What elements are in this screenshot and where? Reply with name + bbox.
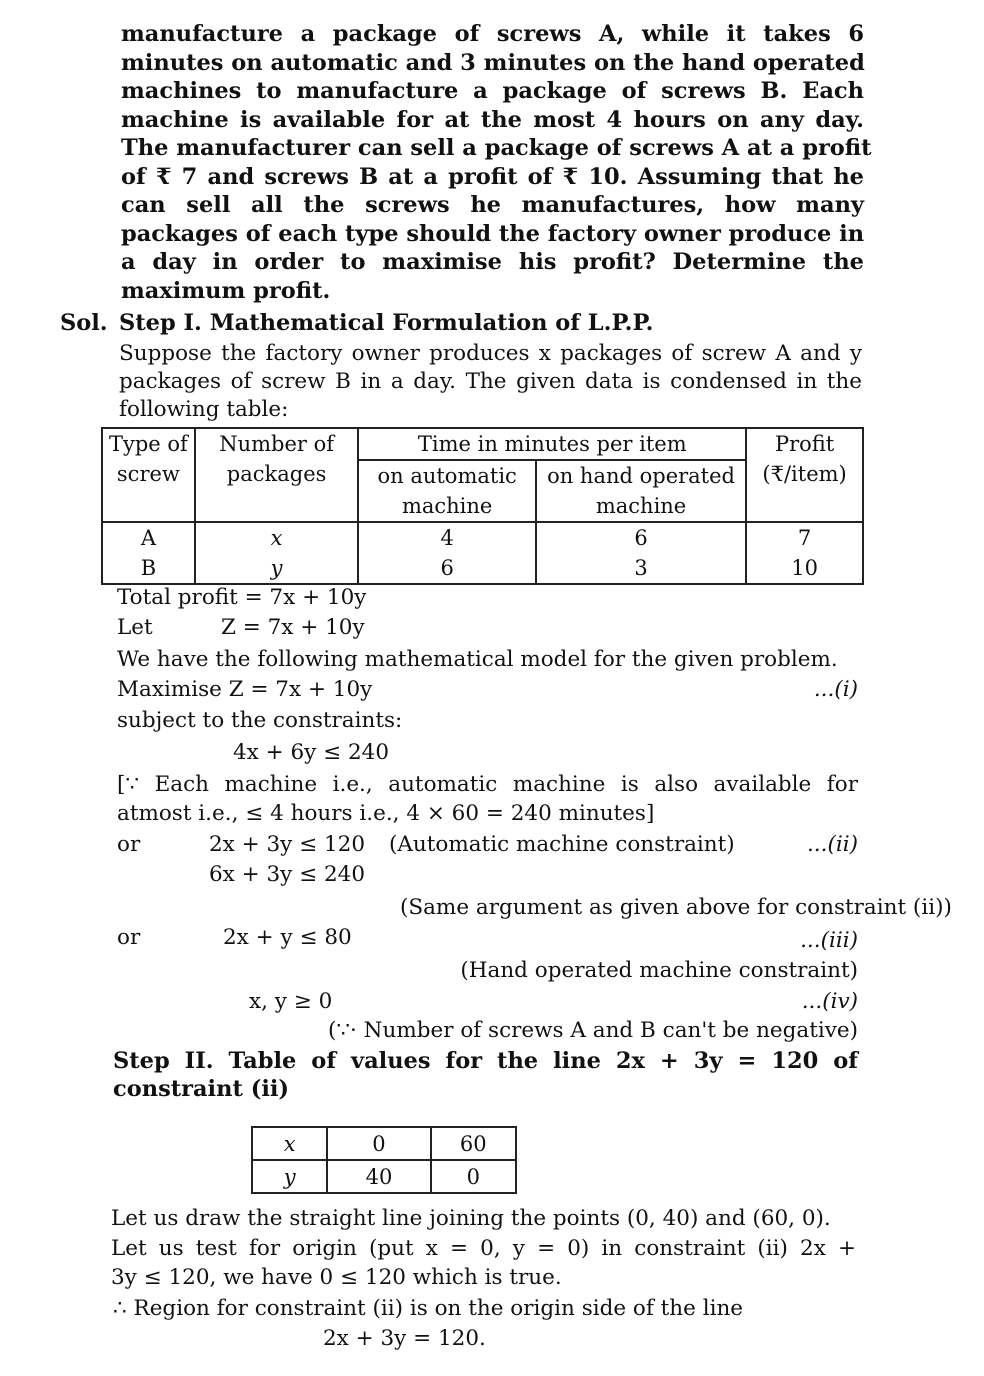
total-profit: Total profit = 7x + 10y [117, 585, 367, 610]
step-2-heading: Step II. Table of values for the line 2x + 3y = 120 of [113, 1048, 858, 1074]
table-row: y 40 0 [252, 1160, 516, 1193]
header-type: Type of screw [102, 428, 195, 522]
constraint-3: 2x + y ≤ 80 [223, 925, 352, 950]
subject-to: subject to the constraints: [117, 708, 403, 733]
hand-note: (Hand operated machine constraint) [460, 958, 858, 983]
let-equation: Z = 7x + 10y [221, 615, 365, 640]
problem-line: can sell all the screws he manufactures, how many [121, 192, 864, 218]
problem-line: The manufacturer can sell a package of screws A at a profit [121, 135, 872, 161]
same-argument-note: (Same argument as given above for constraint (ii)) [400, 895, 952, 920]
problem-line: a day in order to maximise his profit? Determine the [121, 249, 864, 275]
header-profit: Profit (₹/item) [746, 428, 863, 522]
intro-line: packages of screw B in a day. The given data is condensed in the [119, 369, 862, 394]
step-2-heading-cont: constraint (ii) [113, 1076, 290, 1102]
data-table [101, 427, 864, 585]
problem-line: machine is available for at the most 4 hours on any day. [121, 107, 864, 133]
problem-line: of ₹ 7 and screws B at a profit of ₹ 10. Assuming that he [121, 164, 864, 190]
step-1-heading: Step I. Mathematical Formulation of L.P.P. [119, 310, 654, 336]
tag-iii: ...(iii) [800, 928, 858, 953]
let-word: Let [117, 615, 153, 640]
problem-line: maximum profit. [121, 278, 331, 304]
tag-iv: ...(iv) [801, 989, 858, 1014]
test-line: Let us test for origin (put x = 0, y = 0) in constraint (ii) 2x + [111, 1236, 856, 1261]
problem-line: manufacture a package of screws A, while it takes 6 [121, 21, 864, 47]
header-automatic: on automatic machine [358, 460, 536, 522]
or-word: or [117, 832, 141, 857]
region-equation: 2x + 3y = 120. [323, 1326, 486, 1351]
header-time: Time in minutes per item [358, 428, 746, 460]
non-negative-note: (∵· Number of screws A and B can't be negative) [327, 1018, 858, 1043]
or-word: or [117, 925, 141, 950]
problem-line: machines to manufacture a package of screws B. Each [121, 78, 864, 104]
problem-line: packages of each type should the factory owner produce in [121, 221, 865, 247]
value-table [251, 1126, 517, 1194]
region-line: ∴ Region for constraint (ii) is on the origin side of the line [113, 1296, 744, 1321]
model-line: We have the following mathematical model for the given problem. [117, 647, 838, 672]
constraint-2: 2x + 3y ≤ 120 [209, 832, 366, 857]
constraint-2-note: (Automatic machine constraint) [389, 832, 735, 857]
header-hand: on hand operated machine [536, 460, 746, 522]
test-line: 3y ≤ 120, we have 0 ≤ 120 which is true. [111, 1265, 562, 1290]
maximise: Maximise Z = 7x + 10y [117, 677, 373, 702]
intro-line: following table: [119, 397, 289, 422]
table-row: x 0 60 [252, 1127, 516, 1160]
table-row: A x 4 6 7 [102, 522, 863, 553]
table-row: B y 6 3 10 [102, 553, 863, 584]
solution-label: Sol. [60, 310, 108, 336]
problem-line: minutes on automatic and 3 minutes on the hand operated [121, 50, 865, 76]
constraint-3a: 6x + 3y ≤ 240 [209, 862, 366, 887]
constraint-4: x, y ≥ 0 [249, 989, 333, 1014]
draw-line-text: Let us draw the straight line joining the points (0, 40) and (60, 0). [111, 1206, 831, 1231]
intro-line: Suppose the factory owner produces x packages of screw A and y [119, 341, 862, 366]
constraint-1: 4x + 6y ≤ 240 [233, 740, 390, 765]
tag-ii: ...(ii) [806, 832, 858, 857]
reason-line: atmost i.e., ≤ 4 hours i.e., 4 × 60 = 240 minutes] [117, 801, 655, 826]
header-number: Number of packages [195, 428, 359, 522]
tag-i: ...(i) [813, 677, 858, 702]
reason-line: [∵ Each machine i.e., automatic machine is also available for [117, 772, 858, 797]
